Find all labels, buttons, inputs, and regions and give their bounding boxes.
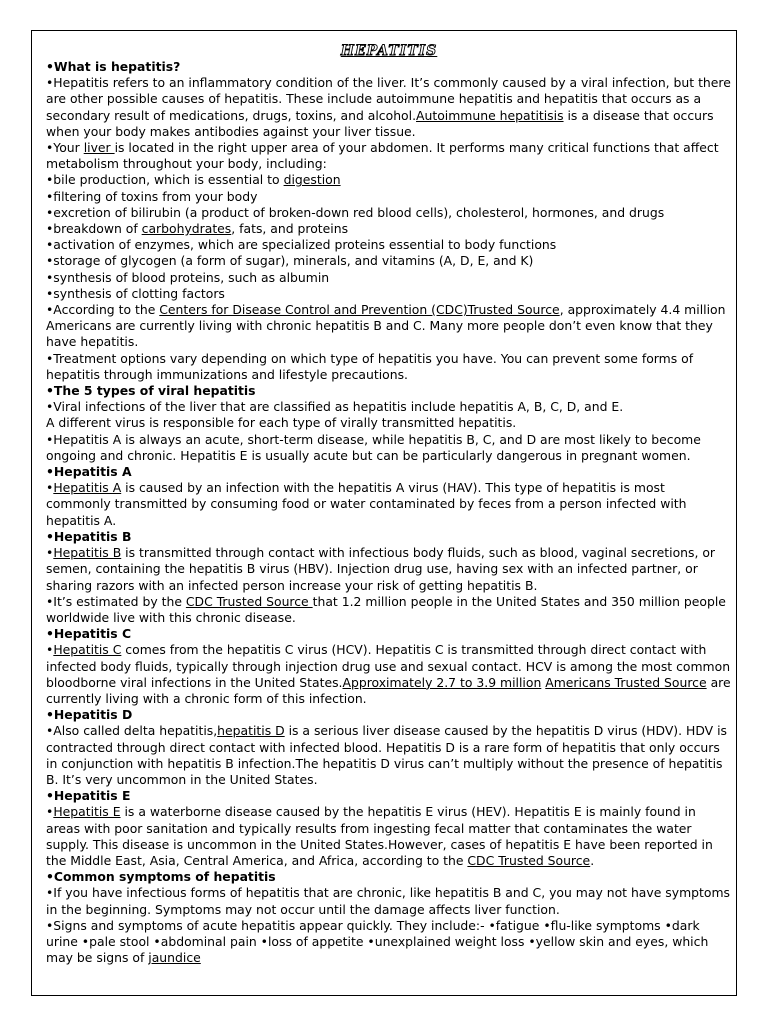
- list-item: •filtering of toxins from your body: [46, 188, 258, 204]
- list-item: •excretion of bilirubin (a product of broken-down red blood cells), cholesterol, hormones, and drugs: [46, 204, 665, 220]
- paragraph: [46, 804, 732, 869]
- text: •Signs and symptoms of acute hepatitis appear quickly. They include:- •fatigue •flu-like symptoms •dark urine •pale stool •abdominal pain •loss of appetite •unexplained weight loss •yellow skin and eyes, which may be signs of: [46, 917, 709, 966]
- link-liver[interactable]: liver: [83, 140, 115, 156]
- section-heading: •Hepatitis E: [46, 788, 131, 804]
- link-hepatitis-b[interactable]: Hepatitis B: [53, 545, 122, 561]
- text: .: [590, 852, 595, 868]
- paragraph: •Viral infections of the liver that are classified as hepatitis include hepatitis A, B, C, D, and E.: [46, 399, 624, 415]
- text: •breakdown of: [46, 221, 142, 237]
- text: comes from the hepatitis C virus (HCV). Hepatitis C is transmitted through direct contact with infected body fluids, typically through injection drug use and sexual contact. HCV is among the most common bloodborne viral infections in the United States.: [46, 642, 731, 690]
- text: is a waterborne disease caused by the hepatitis E virus (HEV). Hepatitis E is mainly found in areas with poor sanitation and typically results from ingesting fecal matter that contaminates the water supply. This disease is uncommon in the United States.However, cases of hepatitis E have been reported in the Middle East, Asia, Central America, and Africa, according to the: [46, 804, 713, 868]
- text: is transmitted through contact with infectious body fluids, such as blood, vaginal secretions, or semen, containing the hepatitis B virus (HBV). Injection drug use, having sex with an infected partner, or sharing razors with an infected person increase your risk of getting hepatitis B.: [46, 545, 716, 593]
- text: •Hepatitis refers to an inflammatory condition of the liver. It’s commonly caused by a viral infection, but there are other possible causes of hepatitis. These include autoimmune hepatitis and hepatitis that occurs as a secondary result of medications, drugs, toxins, and alcohol.: [46, 75, 731, 123]
- paragraph: [46, 918, 732, 967]
- text: is located in the right upper area of your abdomen. It performs many critical functions that affect metabolism throughout your body, including:: [46, 140, 719, 172]
- paragraph: •Hepatitis A is always an acute, short-term disease, while hepatitis B, C, and D are most likely to become ongoing and chronic. Hepatitis E is usually acute but can be particularly dangerous in pregnant women.: [46, 431, 701, 463]
- text: is a disease that occurs when your body makes antibodies against your liver tissue.: [46, 107, 714, 139]
- link-cdc-trusted-source[interactable]: Centers for Disease Control and Prevention (CDC)Trusted Source: [159, 302, 560, 318]
- link-cdc-trusted-source[interactable]: CDC Trusted Source: [185, 593, 313, 609]
- paragraph: [46, 545, 732, 594]
- text: , approximately 4.4 million Americans are currently living with chronic hepatitis B and C. Many more people don’t even know that they have hepatitis.: [46, 302, 726, 350]
- paragraph: A different virus is responsible for each type of virally transmitted hepatitis.: [46, 415, 517, 431]
- list-item: [46, 221, 732, 237]
- paragraph: [46, 140, 732, 172]
- text: •It’s estimated by the: [46, 593, 186, 609]
- list-item: [46, 172, 732, 188]
- link-hepatitis-e[interactable]: Hepatitis E: [53, 804, 121, 820]
- link-cdc-trusted-source[interactable]: CDC Trusted Source: [467, 852, 591, 868]
- paragraph: [46, 642, 732, 707]
- text: are currently living with a chronic form of this infection.: [46, 674, 731, 706]
- page-title: HEPATITIS: [340, 43, 438, 59]
- text: that 1.2 million people in the United States and 350 million people worldwide live with this chronic disease.: [46, 593, 726, 625]
- paragraph: [46, 302, 732, 351]
- text: is a serious liver disease caused by the hepatitis D virus (HDV). HDV is contracted through direct contact with infected blood. Hepatitis D is a rare form of hepatitis that only occurs in conjunction with hepatitis B infection.The hepatitis D virus can’t multiply without the presence of hepatitis B. It’s very uncommon in the United States.: [46, 723, 727, 787]
- link-approximately[interactable]: Approximately 2.7 to 3.9 million: [342, 674, 542, 690]
- list-item: •synthesis of clotting factors: [46, 285, 225, 301]
- section-heading: •Hepatitis A: [46, 464, 132, 480]
- section-heading: •The 5 types of viral hepatitis: [46, 383, 256, 399]
- paragraph: [46, 723, 732, 788]
- text: •Also called delta hepatitis,: [46, 723, 218, 739]
- link-hepatitis-d[interactable]: hepatitis D: [217, 723, 285, 739]
- paragraph: [46, 480, 732, 529]
- paragraph: •Treatment options vary depending on which type of hepatitis you have. You can prevent some forms of hepatitis through immunizations and lifestyle precautions.: [46, 350, 694, 382]
- text: , fats, and proteins: [231, 221, 349, 237]
- link-hepatitis-a[interactable]: Hepatitis A: [53, 480, 122, 496]
- text: •: [46, 545, 54, 561]
- paragraph: [46, 75, 732, 140]
- section-heading: •Common symptoms of hepatitis: [46, 869, 276, 885]
- section-heading: •What is hepatitis?: [46, 59, 181, 74]
- link-carbohydrates[interactable]: carbohydrates: [141, 221, 232, 237]
- text: is caused by an infection with the hepatitis A virus (HAV). This type of hepatitis is most commonly transmitted by consuming food or water contaminated by feces from a person infected with hepatitis A.: [46, 480, 687, 528]
- link-autoimmune-hepatitis[interactable]: Autoimmune hepatitisis: [416, 107, 564, 123]
- list-item: •activation of enzymes, which are specialized proteins essential to body functions: [46, 237, 557, 253]
- link-jaundice[interactable]: jaundice: [148, 950, 201, 966]
- text: •According to the: [46, 302, 160, 318]
- paragraph: •If you have infectious forms of hepatitis that are chronic, like hepatitis B and C, you may not have symptoms in the beginning. Symptoms may not occur until the damage affects liver function.: [46, 885, 730, 917]
- link-digestion[interactable]: digestion: [283, 172, 341, 188]
- text: •: [46, 642, 54, 658]
- section-heading: •Hepatitis B: [46, 528, 132, 544]
- link-hepatitis-c[interactable]: Hepatitis C: [53, 642, 122, 658]
- section-heading: •Hepatitis C: [46, 626, 132, 642]
- text: •: [46, 480, 54, 496]
- text: •Your: [46, 140, 84, 156]
- paragraph: [46, 594, 732, 626]
- section-heading: •Hepatitis D: [46, 707, 133, 723]
- list-item: •synthesis of blood proteins, such as albumin: [46, 269, 330, 285]
- link-americans-trusted-source[interactable]: Americans Trusted Source: [545, 674, 707, 690]
- text: •: [46, 804, 54, 820]
- document-body: [46, 43, 732, 966]
- text: •bile production, which is essential to: [46, 172, 284, 188]
- document-page: [31, 30, 737, 996]
- list-item: •storage of glycogen (a form of sugar), minerals, and vitamins (A, D, E, and K): [46, 253, 534, 269]
